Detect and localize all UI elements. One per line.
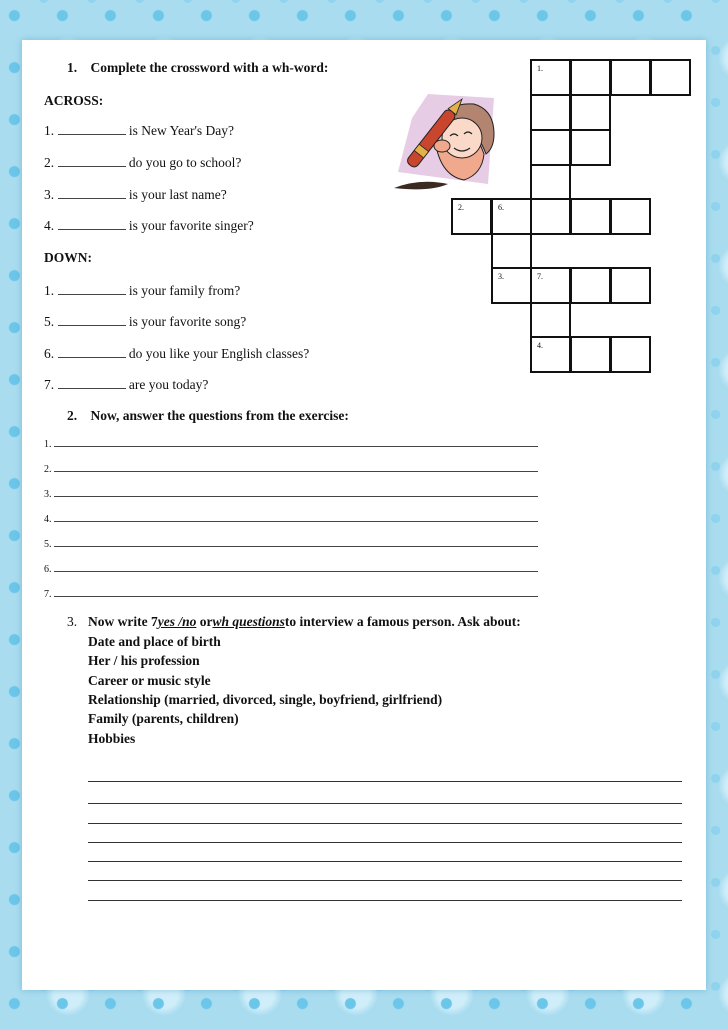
crossword-cell[interactable] <box>530 336 571 373</box>
answer-line-1 <box>44 439 538 450</box>
interview-write-line[interactable] <box>88 880 682 881</box>
topic-item: Family (parents, children) <box>88 711 239 726</box>
down-clue-6 <box>44 346 309 362</box>
interview-write-line[interactable] <box>88 861 682 862</box>
crossword-cell[interactable] <box>491 198 532 235</box>
answer-write-line[interactable] <box>54 471 538 472</box>
clue-text: is your last name? <box>128 187 227 202</box>
topic-item: Career or music style <box>88 673 211 688</box>
answer-blank[interactable] <box>58 198 126 199</box>
cell-number-4: 4. <box>537 341 543 350</box>
across-clue-4 <box>44 218 254 234</box>
clue-text: do you go to school? <box>128 155 242 170</box>
topic-item: Hobbies <box>88 731 136 746</box>
across-heading: ACROSS: <box>44 93 104 108</box>
answer-write-line[interactable] <box>54 571 538 572</box>
cell-number-1: 1. <box>537 64 543 73</box>
answer-line-3 <box>44 489 538 500</box>
wh-questions-emphasis: wh questions <box>212 614 285 629</box>
interview-write-line[interactable] <box>88 781 682 782</box>
interview-write-line[interactable] <box>88 842 682 843</box>
exercise1-number: 1. <box>67 60 78 75</box>
answer-number: 2. <box>44 464 52 475</box>
crossword-cell[interactable] <box>570 336 611 373</box>
down-clue-5 <box>44 314 246 330</box>
cell-number-2: 2. <box>458 203 464 212</box>
crossword-cell[interactable] <box>491 233 532 270</box>
answer-number: 7. <box>44 589 52 600</box>
clue-number: 1. <box>44 123 55 138</box>
exercise1-title: Complete the crossword with a wh-word: <box>90 60 329 75</box>
woman-with-pen-icon <box>390 88 500 192</box>
exercise2-number: 2. <box>67 408 78 423</box>
answer-line-5 <box>44 539 538 550</box>
clue-number: 7. <box>44 377 55 392</box>
crossword-cell[interactable] <box>610 336 651 373</box>
answer-blank[interactable] <box>58 229 126 230</box>
clue-text: are you today? <box>128 377 209 392</box>
clue-number: 4. <box>44 218 55 233</box>
answer-number: 4. <box>44 514 52 525</box>
answer-number: 3. <box>44 489 52 500</box>
crossword-cell[interactable] <box>530 164 571 201</box>
topic-item: Date and place of birth <box>88 634 221 649</box>
crossword-cell[interactable] <box>530 94 571 131</box>
across-clue-1 <box>44 123 234 139</box>
crossword-cell[interactable] <box>570 129 611 166</box>
clue-number: 1. <box>44 283 55 298</box>
clue-text: is your favorite song? <box>128 314 247 329</box>
crossword-cell[interactable] <box>570 198 611 235</box>
cell-number-3: 3. <box>498 272 504 281</box>
crossword-cell[interactable] <box>650 59 691 96</box>
crossword-cell[interactable] <box>451 198 492 235</box>
clue-text: do you like your English classes? <box>128 346 310 361</box>
clue-text: is your favorite singer? <box>128 218 254 233</box>
answer-number: 1. <box>44 439 52 450</box>
answer-line-4 <box>44 514 538 525</box>
answer-number: 6. <box>44 564 52 575</box>
answer-write-line[interactable] <box>54 546 538 547</box>
intro-part: Now write 7 <box>88 614 158 629</box>
exercise2-title: Now, answer the questions from the exercise: <box>90 408 349 423</box>
answer-write-line[interactable] <box>54 596 538 597</box>
crossword-cell[interactable] <box>530 267 571 304</box>
clue-text: is New Year's Day? <box>128 123 235 138</box>
crossword-cell[interactable] <box>570 267 611 304</box>
answer-write-line[interactable] <box>54 446 538 447</box>
answer-blank[interactable] <box>58 166 126 167</box>
interview-write-line[interactable] <box>88 803 682 804</box>
exercise1-heading <box>67 60 328 76</box>
interview-write-line[interactable] <box>88 823 682 824</box>
intro-or: or <box>199 614 213 629</box>
exercise3-number: 3. <box>67 614 78 629</box>
crossword-cell[interactable] <box>610 198 651 235</box>
down-clue-7 <box>44 377 208 393</box>
answer-line-6 <box>44 564 538 575</box>
crossword-cell[interactable] <box>491 267 532 304</box>
crossword-cell[interactable] <box>610 267 651 304</box>
yes-no-emphasis: yes /no <box>157 614 197 629</box>
answer-blank[interactable] <box>58 357 126 358</box>
cell-number-6: 6. <box>498 203 504 212</box>
topic-item: Relationship (married, divorced, single, boyfriend, girlfriend) <box>88 692 443 707</box>
clue-text: is your family from? <box>128 283 241 298</box>
crossword-cell[interactable] <box>530 129 571 166</box>
crossword-cell[interactable] <box>530 302 571 339</box>
answer-blank[interactable] <box>58 325 126 326</box>
down-heading: DOWN: <box>44 250 92 265</box>
exercise2-heading <box>67 408 349 424</box>
crossword-cell[interactable] <box>570 59 611 96</box>
answer-write-line[interactable] <box>54 496 538 497</box>
down-clue-1 <box>44 283 240 299</box>
cell-number-7: 7. <box>537 272 543 281</box>
answer-line-7 <box>44 589 538 600</box>
answer-blank[interactable] <box>58 134 126 135</box>
intro-part: to interview a famous person. Ask about: <box>284 614 521 629</box>
interview-write-line[interactable] <box>88 900 682 901</box>
clue-number: 5. <box>44 314 55 329</box>
answer-blank[interactable] <box>58 388 126 389</box>
crossword-cell[interactable] <box>530 198 571 235</box>
answer-line-2 <box>44 464 538 475</box>
clue-number: 3. <box>44 187 55 202</box>
across-clue-3 <box>44 187 227 203</box>
crossword-cell[interactable] <box>570 94 611 131</box>
answer-number: 5. <box>44 539 52 550</box>
clue-number: 2. <box>44 155 55 170</box>
topic-item: Her / his profession <box>88 653 200 668</box>
answer-write-line[interactable] <box>54 521 538 522</box>
crossword-cell[interactable] <box>530 59 571 96</box>
worksheet-page <box>22 40 706 990</box>
exercise3-intro <box>88 614 521 630</box>
crossword-cell[interactable] <box>610 59 651 96</box>
across-clue-2 <box>44 155 241 171</box>
answer-blank[interactable] <box>58 294 126 295</box>
clue-number: 6. <box>44 346 55 361</box>
